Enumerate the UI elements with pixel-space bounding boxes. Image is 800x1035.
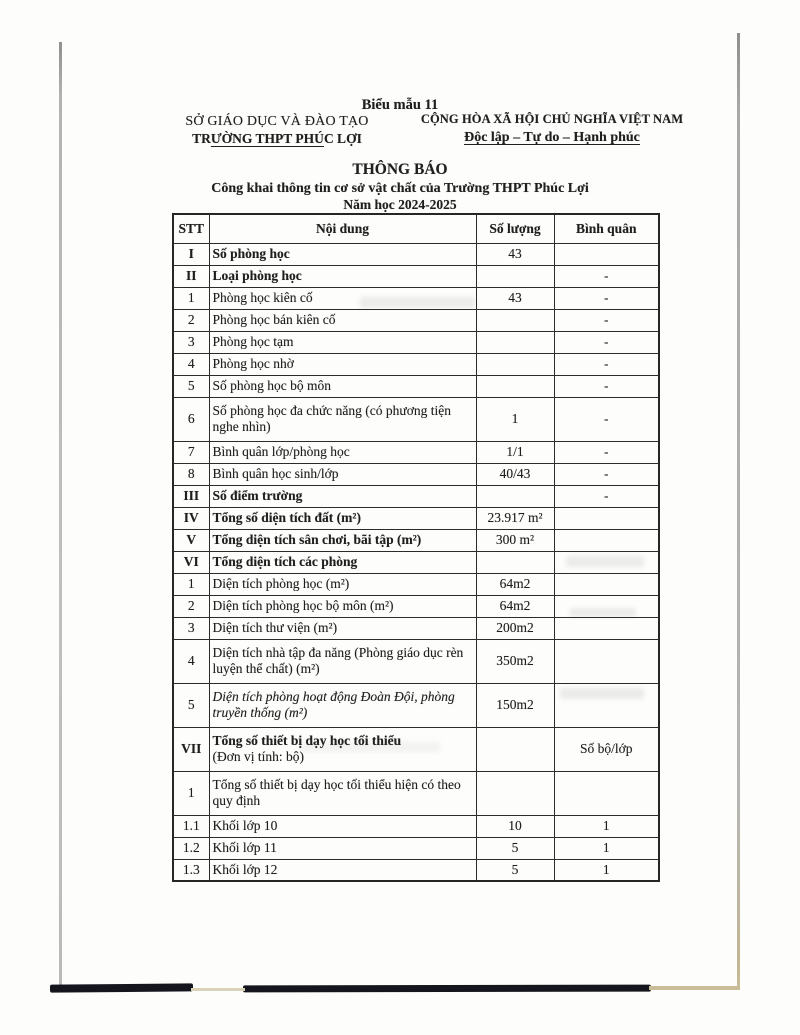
row-content-text: Số phòng học bộ môn xyxy=(212,378,332,394)
row-content-text: Tổng diện tích sân chơi, bãi tập (m²) xyxy=(212,532,422,548)
row-content-cell xyxy=(209,309,476,331)
row-content-cell xyxy=(209,529,476,551)
row-content-text: Bình quân học sinh/lớp xyxy=(212,466,339,482)
scan-bottom-gap-line xyxy=(191,988,245,991)
row-content-cell xyxy=(209,639,476,683)
row-average-cell: 1 xyxy=(554,859,659,881)
row-content-cell xyxy=(209,375,476,397)
column-header-stt: STT xyxy=(173,214,209,243)
table-header-row xyxy=(173,214,659,243)
row-content-text: Tổng số diện tích đất (m²) xyxy=(212,510,361,526)
row-content-cell xyxy=(209,265,476,287)
row-content-text: Diện tích phòng hoạt động Đoàn Đội, phòng truyền thống (m²) xyxy=(212,689,455,720)
row-average-cell: - xyxy=(554,265,659,287)
row-content-cell xyxy=(209,441,476,463)
row-content-text: Khối lớp 11 xyxy=(212,840,277,856)
national-motto-block xyxy=(418,112,686,146)
row-content-text: Loại phòng học xyxy=(212,268,302,284)
row-average-cell: - xyxy=(554,353,659,375)
row-average-cell: - xyxy=(554,397,659,441)
row-content-text: Bình quân lớp/phòng học xyxy=(212,444,350,460)
document-title: THÔNG BÁO xyxy=(352,161,448,178)
row-quantity-cell: 5 xyxy=(476,837,554,859)
row-content-text: Số phòng học xyxy=(212,246,290,262)
table-header xyxy=(173,214,659,243)
row-average-cell: - xyxy=(554,287,659,309)
row-quantity-cell: 64m2 xyxy=(476,573,554,595)
row-number-cell: 1 xyxy=(173,287,209,309)
national-title: CỘNG HÒA XÃ HỘI CHỦ NGHĨA VIỆT NAM xyxy=(420,112,684,126)
row-content-cell xyxy=(209,595,476,617)
row-number-cell: 1.2 xyxy=(173,837,209,859)
row-content-text: Diện tích thư viện (m²) xyxy=(212,620,338,636)
scan-bottom-black-band xyxy=(243,985,651,993)
table-row xyxy=(173,507,659,529)
row-content-text: Phòng học bán kiên cố xyxy=(212,312,336,328)
table-row xyxy=(173,551,659,573)
column-header-content: Nội dung xyxy=(209,214,476,243)
row-content-text: Khối lớp 10 xyxy=(212,818,278,834)
row-content-text: Phòng học tạm xyxy=(212,334,294,350)
table-row xyxy=(173,265,659,287)
row-content-cell xyxy=(209,551,476,573)
national-motto: Độc lập – Tự do – Hạnh phúc xyxy=(464,130,640,145)
row-average-cell xyxy=(554,529,659,551)
table-row xyxy=(173,529,659,551)
row-number-cell: 1 xyxy=(173,771,209,815)
row-number-cell: 3 xyxy=(173,617,209,639)
row-content-cell xyxy=(209,243,476,265)
scan-bottom-tan-line xyxy=(649,986,740,990)
table-row xyxy=(173,485,659,507)
row-content-text: Tổng số thiết bị dạy học tối thiểu hiện có theo quy định xyxy=(212,777,461,808)
row-average-cell xyxy=(554,771,659,815)
row-content-cell xyxy=(209,727,476,771)
row-average-cell: Số bộ/lớp xyxy=(554,727,659,771)
row-number-cell: II xyxy=(173,265,209,287)
row-quantity-cell: 43 xyxy=(476,287,554,309)
row-number-cell: 4 xyxy=(173,639,209,683)
table-row xyxy=(173,375,659,397)
table-row xyxy=(173,441,659,463)
row-average-cell xyxy=(554,683,659,727)
table-row xyxy=(173,595,659,617)
row-quantity-cell xyxy=(476,771,554,815)
row-number-cell: 8 xyxy=(173,463,209,485)
row-content-cell xyxy=(209,815,476,837)
row-content-cell xyxy=(209,463,476,485)
row-content-text: Tổng diện tích các phòng xyxy=(212,554,358,570)
scan-bottom-black-band xyxy=(50,983,193,992)
row-average-cell xyxy=(554,595,659,617)
row-number-cell: 1 xyxy=(173,573,209,595)
row-quantity-cell: 1 xyxy=(476,397,554,441)
row-quantity-cell xyxy=(476,727,554,771)
org-school-underlined: ƯỜNG THPT PHÚ xyxy=(210,131,324,146)
table-row xyxy=(173,573,659,595)
row-average-cell xyxy=(554,243,659,265)
row-average-cell: - xyxy=(554,485,659,507)
row-number-cell: 2 xyxy=(173,309,209,331)
row-average-cell: - xyxy=(554,309,659,331)
row-content-cell xyxy=(209,331,476,353)
row-average-cell: - xyxy=(554,375,659,397)
row-content-text: Phòng học kiên cố xyxy=(212,290,313,306)
row-average-cell xyxy=(554,507,659,529)
table-body xyxy=(173,243,659,881)
org-school-prefix: TR xyxy=(192,131,211,146)
row-content-text: Số phòng học đa chức năng (có phương tiện nghe nhìn) xyxy=(212,403,451,434)
table-row xyxy=(173,617,659,639)
table-row xyxy=(173,397,659,441)
table-row xyxy=(173,771,659,815)
row-quantity-cell xyxy=(476,265,554,287)
row-average-cell: - xyxy=(554,463,659,485)
row-quantity-cell: 200m2 xyxy=(476,617,554,639)
row-quantity-cell xyxy=(476,309,554,331)
row-quantity-cell: 5 xyxy=(476,859,554,881)
row-quantity-cell: 10 xyxy=(476,815,554,837)
table-row xyxy=(173,331,659,353)
row-quantity-cell xyxy=(476,375,554,397)
row-content-text: Diện tích phòng học (m²) xyxy=(212,576,350,592)
table-row xyxy=(173,837,659,859)
row-content-cell xyxy=(209,683,476,727)
table-row xyxy=(173,243,659,265)
row-content-subtext: (Đơn vị tính: bộ) xyxy=(212,749,305,764)
row-average-cell xyxy=(554,639,659,683)
row-content-text: Tổng số thiết bị dạy học tối thiểu xyxy=(212,733,402,749)
row-number-cell: VII xyxy=(173,727,209,771)
row-number-cell: 6 xyxy=(173,397,209,441)
row-quantity-cell xyxy=(476,551,554,573)
row-average-cell: - xyxy=(554,441,659,463)
row-average-cell: 1 xyxy=(554,815,659,837)
row-content-cell xyxy=(209,353,476,375)
row-average-cell xyxy=(554,617,659,639)
row-number-cell: 7 xyxy=(173,441,209,463)
row-content-cell xyxy=(209,507,476,529)
row-quantity-cell: 64m2 xyxy=(476,595,554,617)
issuing-org-block xyxy=(168,114,386,147)
row-number-cell: 4 xyxy=(173,353,209,375)
table-row xyxy=(173,309,659,331)
table-row xyxy=(173,353,659,375)
row-number-cell: 5 xyxy=(173,683,209,727)
table-row xyxy=(173,463,659,485)
row-content-cell xyxy=(209,859,476,881)
table-row xyxy=(173,727,659,771)
form-number-label: Biểu mẫu 11 xyxy=(361,97,439,113)
row-number-cell: 1.1 xyxy=(173,815,209,837)
row-number-cell: V xyxy=(173,529,209,551)
row-quantity-cell xyxy=(476,485,554,507)
row-quantity-cell: 23.917 m² xyxy=(476,507,554,529)
table-row xyxy=(173,683,659,727)
row-number-cell: 2 xyxy=(173,595,209,617)
row-quantity-cell: 43 xyxy=(476,243,554,265)
row-content-text: Khối lớp 12 xyxy=(212,861,278,877)
row-average-cell: 1 xyxy=(554,837,659,859)
row-number-cell: 1.3 xyxy=(173,859,209,881)
row-quantity-cell: 1/1 xyxy=(476,441,554,463)
row-average-cell: - xyxy=(554,331,659,353)
column-header-quantity: Số lượng xyxy=(476,214,554,243)
row-quantity-cell: 350m2 xyxy=(476,639,554,683)
row-number-cell: VI xyxy=(173,551,209,573)
row-quantity-cell: 40/43 xyxy=(476,463,554,485)
row-average-cell xyxy=(554,551,659,573)
row-content-cell xyxy=(209,837,476,859)
table-row xyxy=(173,815,659,837)
row-number-cell: 3 xyxy=(173,331,209,353)
school-year: Năm học 2024-2025 xyxy=(343,196,457,212)
row-content-cell xyxy=(209,573,476,595)
row-number-cell: IV xyxy=(173,507,209,529)
row-content-cell xyxy=(209,771,476,815)
row-number-cell: III xyxy=(173,485,209,507)
row-content-text: Số điểm trường xyxy=(212,488,303,504)
row-content-cell xyxy=(209,397,476,441)
row-quantity-cell xyxy=(476,353,554,375)
document-subtitle: Công khai thông tin cơ sở vật chất của Trường THPT Phúc Lợi xyxy=(211,180,589,196)
row-quantity-cell: 300 m² xyxy=(476,529,554,551)
row-quantity-cell xyxy=(476,331,554,353)
row-number-cell: 5 xyxy=(173,375,209,397)
row-content-text: Diện tích nhà tập đa năng (Phòng giáo dục rèn luyện thể chất) (m²) xyxy=(212,645,464,676)
table-row xyxy=(173,639,659,683)
table-row xyxy=(173,859,659,881)
row-content-cell xyxy=(209,617,476,639)
column-header-average: Bình quân xyxy=(554,214,659,243)
row-quantity-cell: 150m2 xyxy=(476,683,554,727)
row-number-cell: I xyxy=(173,243,209,265)
row-content-cell xyxy=(209,485,476,507)
row-average-cell xyxy=(554,573,659,595)
row-content-text: Diện tích phòng học bộ môn (m²) xyxy=(212,598,394,614)
row-content-cell xyxy=(209,287,476,309)
org-school-name xyxy=(168,131,386,147)
facilities-table xyxy=(172,213,660,882)
table-row xyxy=(173,287,659,309)
org-school-suffix: C LỢI xyxy=(323,131,362,146)
document-title-block xyxy=(0,161,800,213)
row-content-text: Phòng học nhờ xyxy=(212,356,294,372)
org-department: SỞ GIÁO DỤC VÀ ĐÀO TẠO xyxy=(185,114,369,129)
